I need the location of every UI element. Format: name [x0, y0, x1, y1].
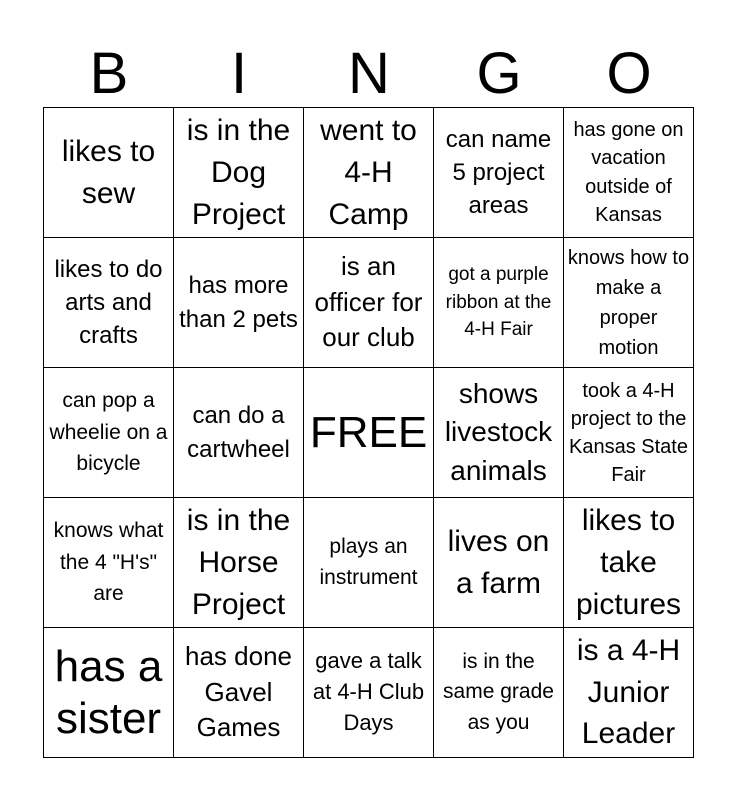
bingo-header: [44, 40, 694, 108]
cell-text: likes to take pictures: [575, 503, 682, 621]
cell-text: can do a cartwheel: [187, 402, 290, 463]
bingo-cell[interactable]: [564, 238, 694, 368]
bingo-cell[interactable]: [44, 498, 174, 628]
cell-text: is an officer for our club: [314, 250, 423, 353]
header-letter-o: O: [606, 41, 652, 106]
bingo-cell[interactable]: [304, 238, 434, 368]
bingo-cell[interactable]: [434, 238, 564, 368]
header-letter-g: G: [476, 41, 522, 106]
bingo-cell[interactable]: [564, 108, 694, 238]
cell-text: knows what the 4 "H's" are: [53, 519, 164, 606]
bingo-cell[interactable]: [44, 628, 174, 758]
bingo-cell[interactable]: [174, 498, 304, 628]
cell-text: got a purple ribbon at the 4-H Fair: [445, 264, 552, 341]
header-letter-n: N: [348, 41, 390, 106]
cell-text: went to 4-H Camp: [320, 113, 417, 231]
header-letter-b: B: [89, 41, 129, 106]
bingo-cell[interactable]: [304, 628, 434, 758]
bingo-cell[interactable]: [434, 628, 564, 758]
bingo-cell[interactable]: [434, 498, 564, 628]
bingo-cell[interactable]: [434, 368, 564, 498]
cell-text: has gone on vacation outside of Kansas: [573, 118, 684, 226]
bingo-free-cell[interactable]: [304, 368, 434, 498]
bingo-cell[interactable]: [304, 498, 434, 628]
bingo-cell[interactable]: [564, 628, 694, 758]
bingo-cell[interactable]: [304, 108, 434, 238]
bingo-cell[interactable]: [174, 238, 304, 368]
cell-text: is a 4-H Junior Leader: [576, 634, 681, 751]
header-letter-i: I: [230, 41, 248, 106]
bingo-cell[interactable]: [174, 108, 304, 238]
bingo-cell[interactable]: [564, 368, 694, 498]
cell-text: lives on a farm: [447, 524, 550, 600]
bingo-cell[interactable]: [434, 108, 564, 238]
cell-text: has done Gavel Games: [185, 641, 292, 743]
cell-text: took a 4-H project to the Kansas State Fair: [569, 379, 688, 486]
bingo-cell[interactable]: [44, 368, 174, 498]
cell-text: gave a talk at 4-H Club Days: [312, 648, 425, 735]
cell-text: shows livestock animals: [444, 378, 553, 486]
cell-text: is in the Horse Project: [186, 503, 291, 621]
cell-text: FREE: [309, 407, 428, 457]
bingo-cell[interactable]: [174, 368, 304, 498]
cell-text: can name 5 project areas: [445, 125, 552, 220]
bingo-board: [43, 107, 694, 758]
bingo-cell[interactable]: [44, 108, 174, 238]
cell-text: likes to sew: [61, 135, 156, 210]
cell-text: has more than 2 pets: [179, 272, 298, 333]
cell-text: can pop a wheelie on a bicycle: [49, 389, 168, 476]
bingo-cell[interactable]: [44, 238, 174, 368]
cell-text: is in the Dog Project: [186, 113, 291, 231]
cell-text: knows how to make a proper motion: [567, 246, 690, 359]
cell-text: is in the same grade as you: [443, 649, 554, 734]
bingo-cell[interactable]: [564, 498, 694, 628]
cell-text: likes to do arts and crafts: [54, 255, 163, 350]
cell-text: has a sister: [54, 642, 163, 743]
bingo-cell[interactable]: [174, 628, 304, 758]
cell-text: plays an instrument: [319, 535, 418, 589]
